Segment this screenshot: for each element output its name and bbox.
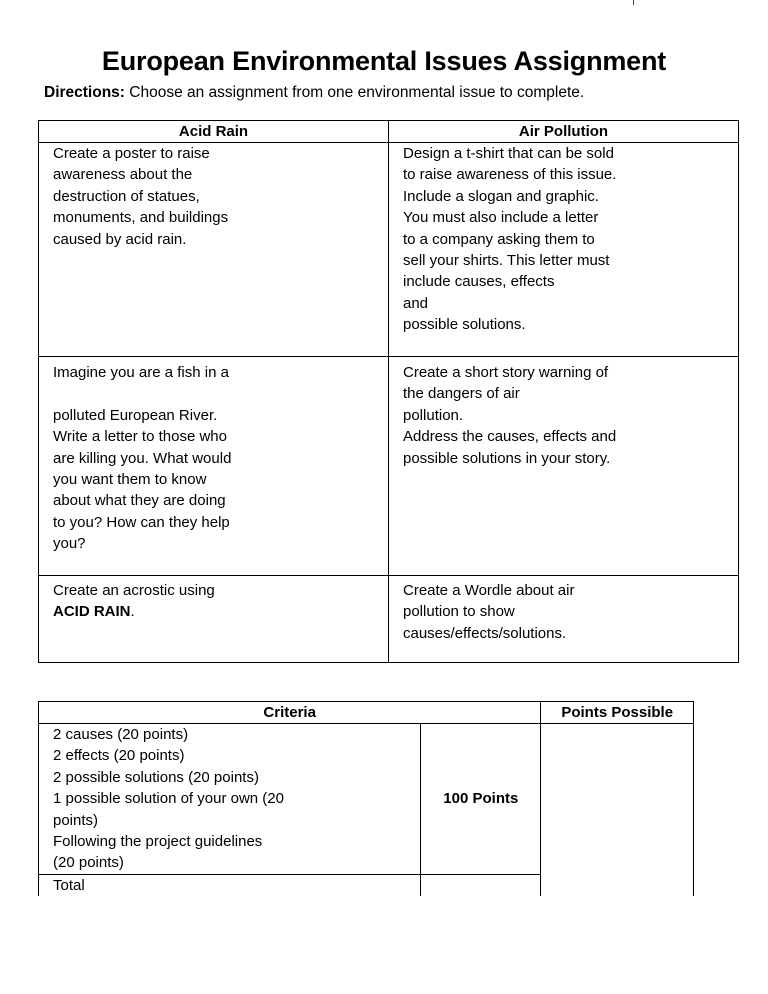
assignment-table (38, 120, 739, 663)
text-line: sell your shirts. This letter must (403, 252, 610, 270)
text-line: Create an acrostic using (53, 582, 215, 599)
criteria-item: Following the project guidelines (53, 833, 263, 851)
text-line: causes/effects/solutions. (403, 624, 567, 642)
text-line: pollution. (403, 406, 464, 424)
text-line: Create a poster to raise (53, 145, 210, 162)
page-title: European Environmental Issues Assignment (101, 46, 667, 76)
points-value: 100 Points (421, 724, 541, 875)
cell-acid-rain-1 (39, 143, 389, 357)
text-line: awareness about the (53, 166, 193, 184)
cell-acid-rain-2 (39, 357, 389, 576)
points-blank-cell (541, 724, 694, 897)
text-line: destruction of statues, (53, 187, 200, 205)
text-line: Include a slogan and graphic. (403, 187, 599, 205)
cell-air-pollution-3 (389, 576, 739, 663)
table-row (39, 576, 739, 663)
criteria-item: points) (53, 811, 99, 829)
text-line (53, 383, 388, 404)
header-acid-rain: Acid Rain (39, 121, 389, 143)
text-line: polluted European River. (53, 406, 218, 424)
text-line: possible solutions. (403, 316, 526, 334)
cell-air-pollution-1 (389, 143, 739, 357)
text-line: are killing you. What would (53, 449, 232, 467)
text-line: and (403, 294, 429, 312)
total-value-cell (421, 874, 541, 896)
text-line: you want them to know (53, 471, 207, 489)
criteria-item: 2 causes (20 points) (53, 726, 189, 743)
criteria-item: 1 possible solution of your own (20 (53, 790, 284, 808)
header-points-possible: Points Possible (541, 702, 694, 724)
cell-acid-rain-3 (39, 576, 389, 663)
directions (44, 84, 584, 102)
text-line: about what they are doing (53, 492, 226, 510)
criteria-table (38, 701, 694, 896)
text-line: monuments, and buildings (53, 209, 229, 227)
directions-text: Choose an assignment from one environmental issue to complete. (124, 84, 585, 101)
text-line: caused by acid rain. (53, 230, 187, 248)
text-line: Create a short story warning of (403, 364, 609, 381)
table-row (39, 143, 739, 357)
text-line: to raise awareness of this issue. (403, 166, 617, 184)
text-line: Design a t-shirt that can be sold (403, 145, 614, 162)
text-line: Write a letter to those who (53, 428, 227, 446)
text-line: pollution to show (403, 603, 515, 621)
criteria-list (39, 724, 421, 875)
criteria-item: 2 possible solutions (20 points) (53, 768, 259, 786)
text-line: to you? How can they help (53, 513, 230, 531)
text-line (53, 601, 388, 622)
text-line: Address the causes, effects and (403, 428, 617, 446)
page-corner-mark (633, 0, 634, 5)
text-line: possible solutions in your story. (403, 449, 611, 467)
criteria-item: 2 effects (20 points) (53, 747, 185, 765)
text-line: You must also include a letter (403, 209, 599, 227)
text-line: the dangers of air (403, 385, 520, 403)
text-line: you? (53, 535, 86, 553)
text-line: Imagine you are a fish in a (53, 364, 229, 381)
directions-label: Directions: (44, 84, 125, 101)
header-air-pollution: Air Pollution (389, 121, 739, 143)
text-line: to a company asking them to (403, 230, 595, 248)
text-line: Create a Wordle about air (403, 582, 575, 599)
total-label: Total (39, 874, 421, 896)
text-line: include causes, effects (403, 273, 555, 291)
acid-rain-bold: ACID RAIN (53, 603, 131, 621)
table-row (39, 357, 739, 576)
header-criteria: Criteria (39, 702, 541, 724)
table-row (39, 724, 694, 875)
cell-air-pollution-2 (389, 357, 739, 576)
criteria-item: (20 points) (53, 854, 124, 872)
text-suffix: . (130, 603, 135, 621)
